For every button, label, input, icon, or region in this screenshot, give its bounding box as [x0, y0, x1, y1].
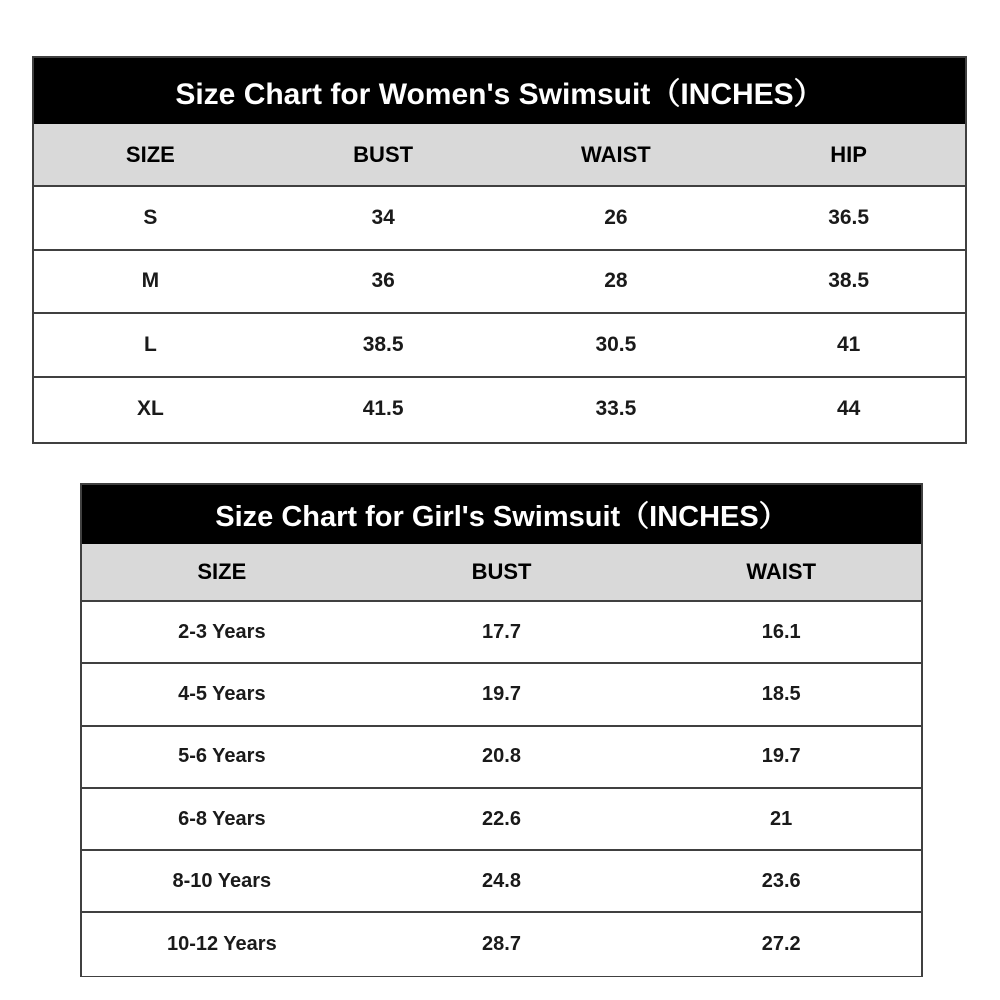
girls-table-header-row — [82, 544, 921, 602]
waist-cell: 30.5 — [595, 332, 637, 356]
waist-cell: 19.7 — [761, 745, 801, 768]
size-cell: 5-6 Years — [178, 745, 266, 768]
girls-table-title: Size Chart for Girl's Swimsuit（INCHES） — [82, 485, 921, 544]
womens-table-title: Size Chart for Women's Swimsuit（INCHES） — [34, 58, 965, 124]
bust-cell: 22.6 — [482, 807, 521, 830]
column-header-bust: BUST — [353, 141, 414, 167]
bust-cell: 24.8 — [482, 869, 521, 892]
bust-cell: 19.7 — [482, 682, 521, 705]
waist-cell: 28 — [604, 269, 628, 293]
size-cell: XL — [136, 397, 164, 421]
waist-cell: 21 — [770, 807, 793, 830]
table-row — [34, 187, 965, 251]
bust-cell: 34 — [371, 205, 395, 229]
column-header-size: SIZE — [125, 141, 175, 167]
table-row — [34, 314, 965, 378]
waist-cell: 33.5 — [595, 397, 637, 421]
table-row — [82, 664, 921, 726]
waist-cell: 16.1 — [761, 620, 801, 643]
column-header-bust: BUST — [471, 559, 532, 584]
girls-size-chart-table — [80, 483, 923, 977]
table-row — [34, 251, 965, 315]
bust-cell: 17.7 — [482, 620, 521, 643]
waist-cell: 23.6 — [761, 869, 801, 892]
hip-cell: 41 — [836, 332, 861, 356]
size-cell: 10-12 Years — [166, 933, 277, 956]
table-row — [82, 913, 921, 975]
bust-cell: 38.5 — [362, 332, 404, 356]
bust-cell: 28.7 — [482, 933, 521, 956]
table-row — [82, 727, 921, 789]
column-header-waist: WAIST — [746, 559, 817, 584]
size-cell: S — [143, 205, 158, 229]
size-cell: 4-5 Years — [178, 682, 266, 705]
waist-cell: 26 — [604, 205, 628, 229]
womens-table-header-row — [34, 124, 965, 187]
bust-cell: 36 — [371, 269, 395, 293]
size-cell: 8-10 Years — [172, 869, 272, 892]
table-row — [82, 789, 921, 851]
hip-cell: 38.5 — [828, 269, 870, 293]
table-row — [82, 602, 921, 664]
size-cell: 6-8 Years — [178, 807, 266, 830]
hip-cell: 44 — [836, 397, 861, 421]
column-header-hip: HIP — [830, 141, 867, 167]
column-header-size: SIZE — [197, 559, 247, 584]
bust-cell: 20.8 — [482, 745, 521, 768]
hip-cell: 36.5 — [828, 205, 870, 229]
size-cell: 2-3 Years — [178, 620, 266, 643]
waist-cell: 18.5 — [761, 682, 801, 705]
waist-cell: 27.2 — [761, 933, 801, 956]
table-row — [82, 851, 921, 913]
size-cell: L — [143, 332, 157, 356]
womens-size-chart-table — [32, 56, 967, 444]
size-cell: M — [141, 269, 160, 293]
table-row — [34, 378, 965, 442]
bust-cell: 41.5 — [362, 397, 404, 421]
column-header-waist: WAIST — [581, 141, 651, 167]
